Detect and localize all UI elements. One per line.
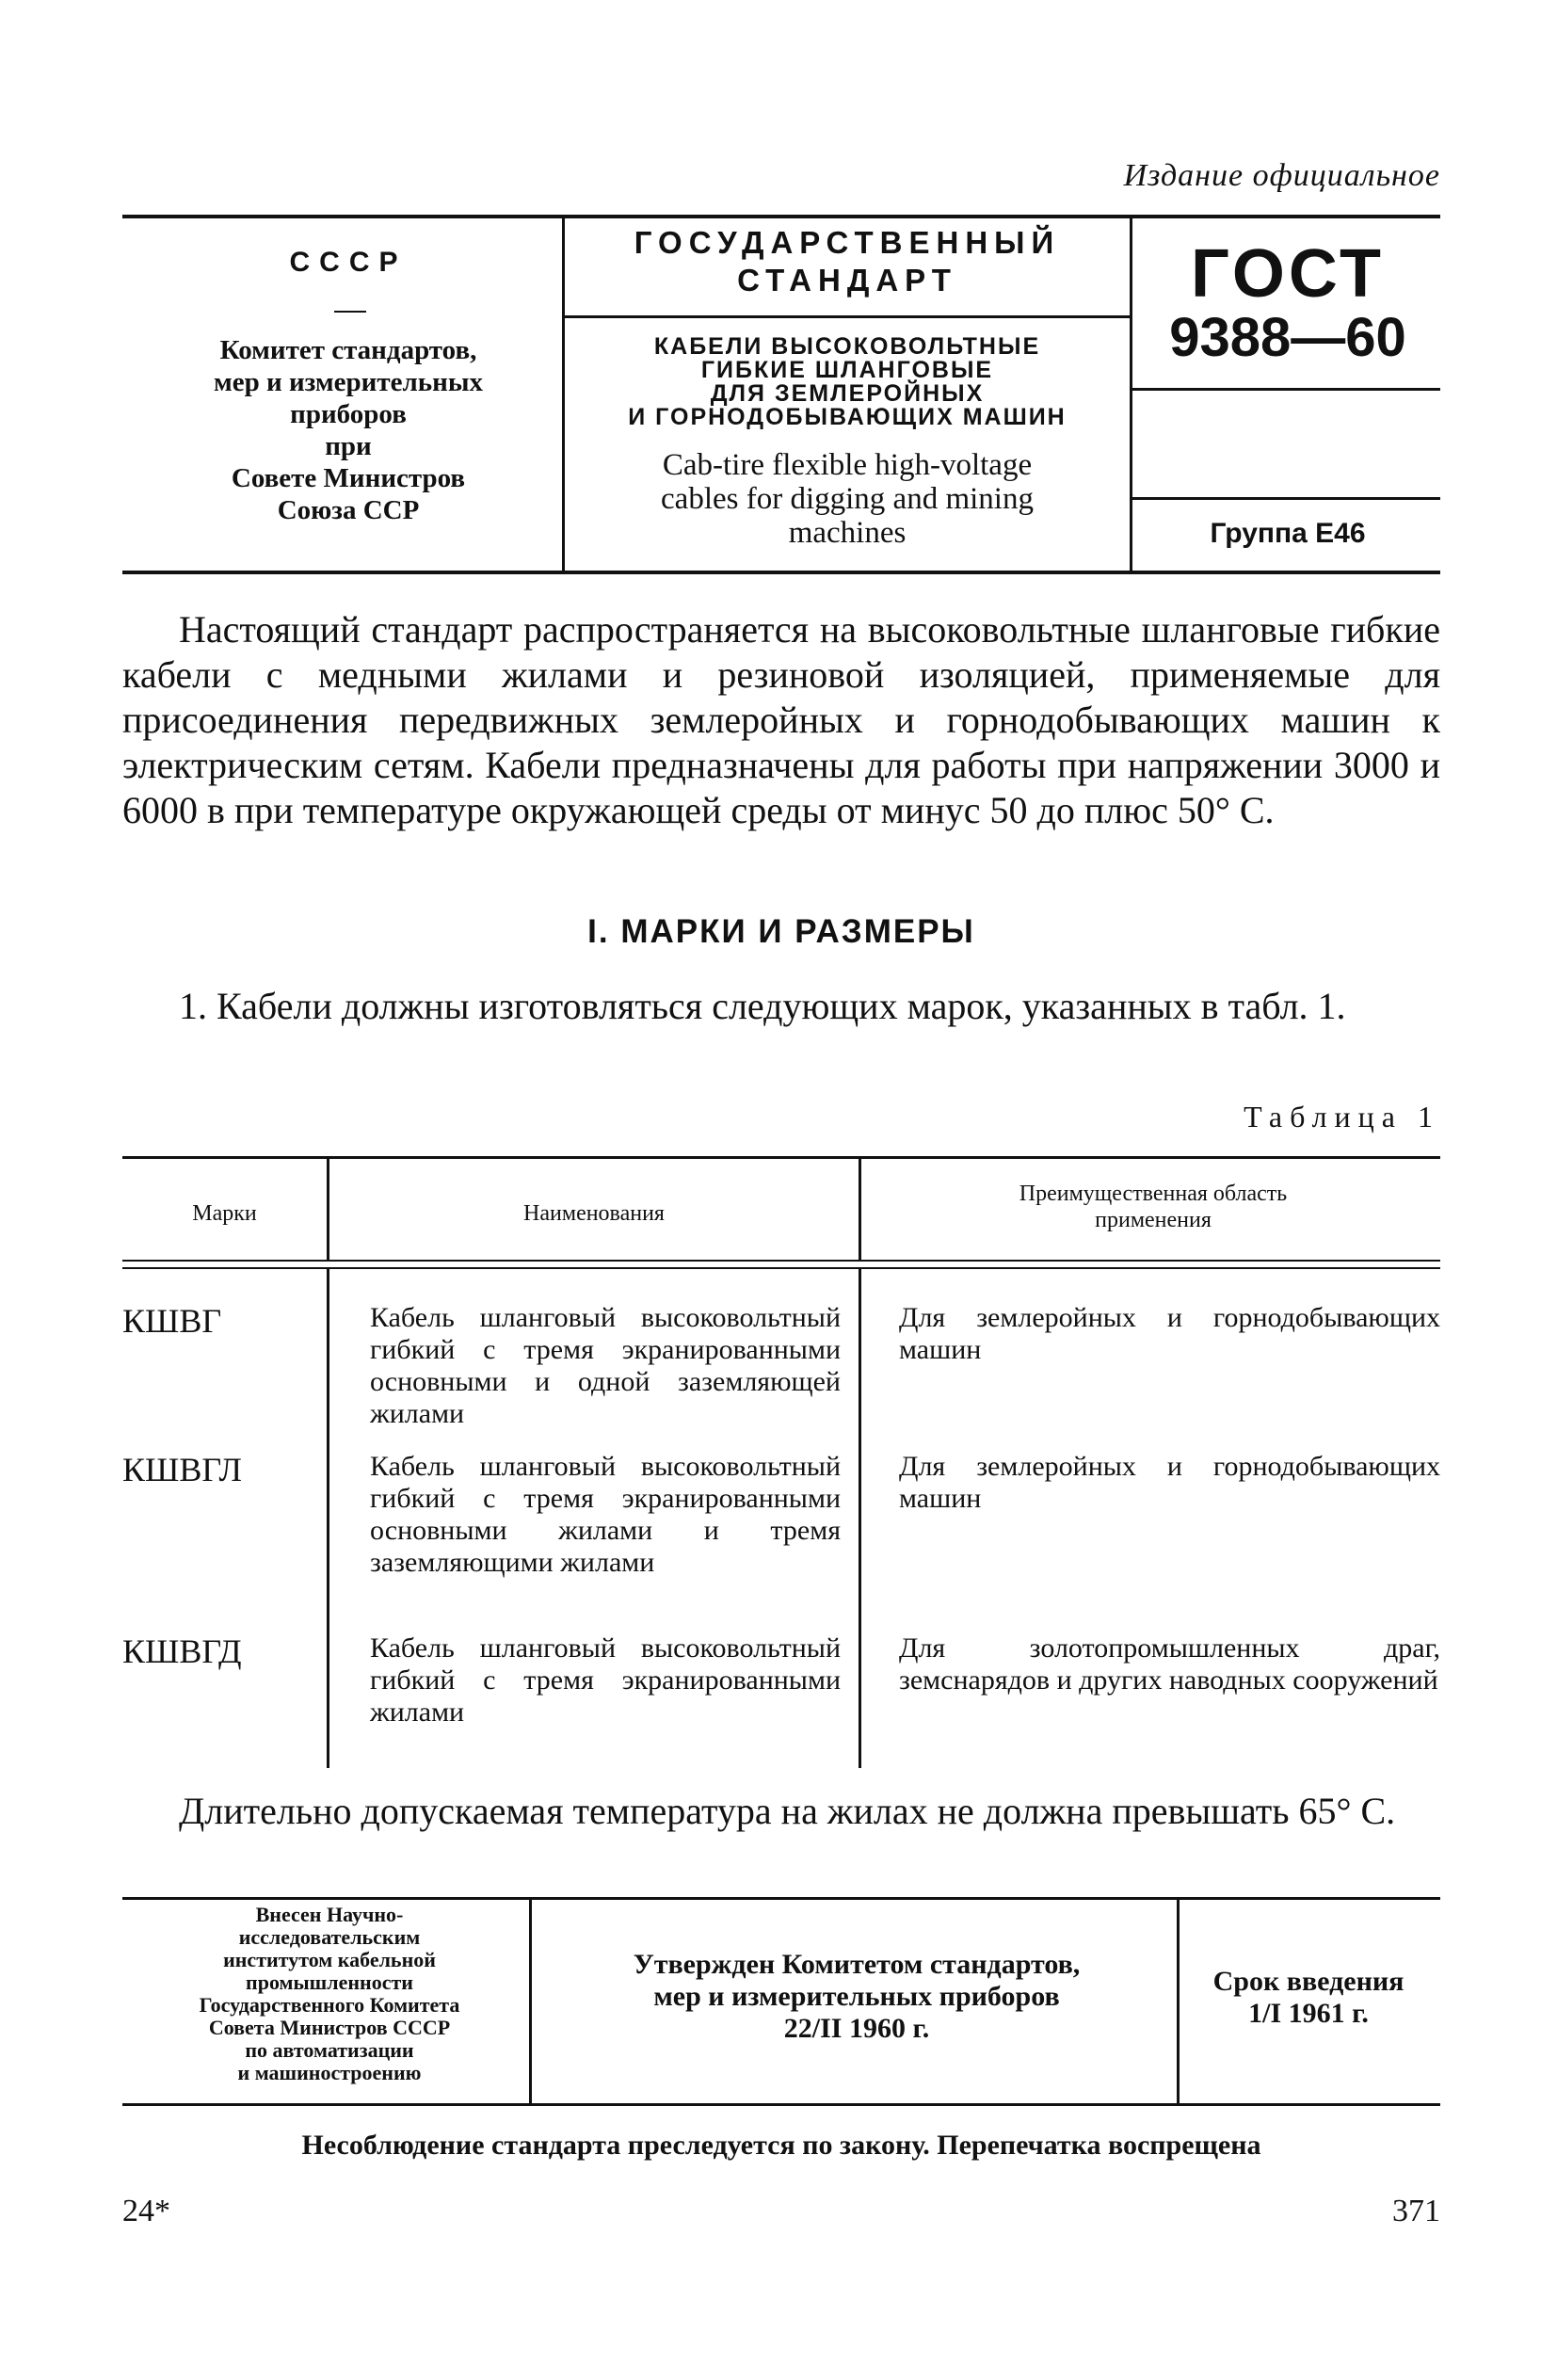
- standard-type-line: СТАНДАРТ: [737, 263, 957, 298]
- law-notice: Несоблюдение стандарта преследуется по закону. Перепечатка воспрещена: [301, 2130, 1261, 2161]
- header-title-rule: [565, 315, 1130, 318]
- table-top-rule: [122, 1156, 1440, 1159]
- title-ru-line: ГИБКИЕ ШЛАНГОВЫЕ: [700, 357, 994, 383]
- temperature-note: Длительно допускаемая температура на жилах не должна превышать 65° С.: [179, 1790, 1396, 1832]
- title-ru-line: И ГОРНОДОБЫВАЮЩИХ МАШИН: [628, 404, 1067, 430]
- intro-paragraph: Настоящий стандарт распространяется на высоковольтные шланговые гибкие кабели с медными жилами и резиновой изоляцией, применяемые для присоединения передвижных землеройных и горнодобывающих машин к электрическим сетям. Кабели предназначены для работы при напряжении 3000 и 6000 в при температуре окружающей среды от минус 50 до плюс 50° С.: [122, 608, 1440, 831]
- table-row-brand: КШВГ: [122, 1302, 222, 1340]
- table-col-divider-2: [859, 1158, 861, 1260]
- page-number: 371: [1392, 2194, 1440, 2228]
- gost-label: ГОСТ: [1190, 236, 1386, 312]
- approved-line: Утвержден Комитетом стандартов,: [633, 1949, 1081, 1980]
- committee-name: [151, 334, 546, 526]
- title-ru-line: КАБЕЛИ ВЫСОКОВОЛЬТНЫЕ: [653, 333, 1041, 360]
- table-row-name: Кабель шланговый высоковольтный гибкий с тремя экранированными жилами: [370, 1632, 841, 1728]
- footer-top-rule: [122, 1897, 1440, 1900]
- table-row-name: Кабель шланговый высоковольтный гибкий с тремя экранированными основными жилами и тремя заземляющими жилами: [370, 1451, 841, 1578]
- introduced-line: Внесен Научно-: [255, 1903, 404, 1926]
- introduced-line: промышленности: [246, 1970, 413, 1994]
- title-en-line: cables for digging and mining: [661, 482, 1034, 516]
- header-gost-rule-2: [1132, 497, 1440, 500]
- header-divider-right: [1130, 217, 1132, 571]
- committee-line: Комитет стандартов,: [219, 335, 477, 365]
- introduced-by: [141, 1904, 518, 2084]
- effective-date: [1186, 1966, 1431, 2030]
- title-russian: [565, 335, 1130, 429]
- gost-number: 9388—60: [1169, 307, 1406, 368]
- title-en-line: machines: [788, 516, 907, 550]
- table-header-names: Наименования: [523, 1201, 665, 1226]
- footer-bottom-rule: [122, 2103, 1440, 2106]
- ussr-label: СССР: [289, 247, 408, 278]
- effective-line: 1/I 1961 г.: [1248, 1998, 1369, 2029]
- page-mark: 24*: [122, 2194, 170, 2228]
- approved-line: мер и измерительных приборов: [653, 1981, 1060, 2012]
- header-dash: [334, 311, 366, 313]
- committee-line: мер и измерительных: [214, 367, 483, 397]
- table-header-brands: Марки: [192, 1201, 257, 1226]
- footer-divider-left: [529, 1900, 532, 2103]
- header-bottom-rule: [122, 571, 1440, 574]
- committee-line: Союза ССР: [277, 495, 420, 525]
- committee-line: Совете Министров: [231, 463, 466, 493]
- table-col-divider-1b: [327, 1269, 329, 1768]
- footer-divider-right: [1177, 1900, 1180, 2103]
- section-title: I. МАРКИ И РАЗМЕРЫ: [587, 913, 975, 950]
- introduced-line: и машиностроению: [237, 2061, 422, 2084]
- table-row-use: Для золотопромышленных драг, земснарядов и других наводных сооружений: [899, 1632, 1440, 1696]
- standard-type-line: ГОСУДАРСТВЕННЫЙ: [634, 225, 1061, 260]
- introduced-line: Государственного Комитета: [199, 1993, 460, 2017]
- table-row-use: Для землеройных и горнодобывающих машин: [899, 1302, 1440, 1365]
- introduced-line: институтом кабельной: [223, 1948, 436, 1971]
- table-row-brand: КШВГЛ: [122, 1451, 242, 1488]
- introduced-line: Совета Министров СССР: [208, 2016, 451, 2039]
- effective-line: Срок введения: [1212, 1966, 1405, 1997]
- committee-line: приборов: [290, 399, 407, 429]
- header-top-rule: [122, 215, 1440, 218]
- title-english: [574, 448, 1120, 550]
- table-header-rule-1: [122, 1260, 1440, 1262]
- introduced-line: исследовательским: [238, 1925, 421, 1949]
- paragraph-1: 1. Кабели должны изготовляться следующих марок, указанных в табл. 1.: [179, 985, 1346, 1027]
- approved-by: [555, 1949, 1158, 2045]
- table-col-divider-2b: [859, 1269, 861, 1768]
- standard-type: [565, 224, 1130, 299]
- title-en-line: Cab-tire flexible high-voltage: [662, 448, 1033, 482]
- table-row-use: Для землеройных и горнодобывающих машин: [899, 1451, 1440, 1514]
- table-row-name: Кабель шланговый высоковольтный гибкий с тремя экранированными основными и одной заземляющей жилами: [370, 1302, 841, 1429]
- approved-line: 22/II 1960 г.: [783, 2013, 930, 2044]
- table-caption: Таблица 1: [1244, 1100, 1440, 1134]
- header-gost-rule-1: [1132, 388, 1440, 391]
- group-label: Группа Е46: [1210, 518, 1366, 549]
- table-row-brand: КШВГД: [122, 1632, 242, 1670]
- table-header-rule-2: [122, 1267, 1440, 1269]
- title-ru-line: ДЛЯ ЗЕМЛЕРОЙНЫХ: [710, 380, 985, 407]
- table-header-use: Преимущественная область применения: [1019, 1182, 1288, 1232]
- introduced-line: по автоматизации: [245, 2038, 414, 2062]
- edition-label: Издание официальное: [1123, 158, 1440, 193]
- committee-line: при: [325, 431, 372, 461]
